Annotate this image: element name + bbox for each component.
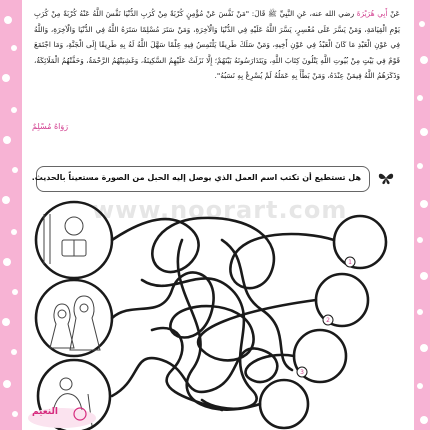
reading-child-icon	[44, 214, 86, 264]
rope-line	[152, 328, 222, 410]
mothers-icon	[50, 296, 100, 350]
narrator-name: أَبِي هُرَيْرَةَ	[356, 9, 388, 18]
instruction-box	[31, 166, 370, 192]
tag-number-3: 3	[300, 369, 304, 376]
hadith-text: عَنْ أَبِي هُرَيْرَةَ رضي الله عنه، عَنِ النَّبِيِّ ﷺ قَالَ: "مَنْ نَفَّسَ عَنْ مُؤْمِنٍ كُرْبَةً مِنْ كُرَبِ الدُّنْيَا نَفَّسَ اللَّهُ عَنْهُ كُرْبَةً مِنْ كُرَبِ يَوْمِ الْقِيَامَةِ، وَمَنْ يَسَّرَ عَلَى مُعْسِرٍ، يَسَّرَ اللَّهُ عَلَيْهِ فِي الدُّنْيَا وَالْآخِرَةِ، وَمَنْ سَتَرَ مُسْلِمًا سَتَرَهُ اللَّهُ فِي الدُّنْيَا وَالْآخِرَةِ، وَاللَّهُ فِي عَوْنِ الْعَبْدِ مَا كَانَ الْعَبْدُ فِي عَوْنِ أَخِيهِ، وَمَنْ سَلَكَ طَرِيقًا يَلْتَمِسُ فِيهِ عِلْمًا سَهَّلَ اللَّهُ لَهُ بِهِ طَرِيقًا إِلَى الْجَنَّةِ، وَمَا اجْتَمَعَ قَوْمٌ فِي بَيْتٍ مِنْ بُيُوتِ اللَّهِ يَتْلُونَ كِتَابَ اللَّهِ، وَيَتَدَارَسُونَهُ بَيْنَهُمْ؛ إِلَّا نَزَلَتْ عَلَيْهِمُ السَّكِينَةُ، وَغَشِيَتْهُمُ الرَّحْمَةُ، وَحَفَّتْهُمُ الْمَلَائِكَةُ، وَذَكَرَهُمُ اللَّهُ فِيمَنْ عِنْدَهُ، وَمَنْ بَطَّأَ بِهِ عَمَلُهُ لَمْ يُسْرِعْ بِهِ نَسَبُهُ".	[34, 9, 400, 81]
rope-line	[112, 273, 316, 361]
watermark: www.noorart.com	[92, 196, 348, 224]
tag-number-2: 2	[326, 317, 330, 324]
answer-circle-1	[334, 216, 386, 268]
tag-number-1: 1	[348, 259, 352, 266]
rope-line	[112, 218, 334, 288]
hadith-body: رضي الله عنه، عَنِ النَّبِيِّ ﷺ قَالَ: "مَنْ نَفَّسَ عَنْ مُؤْمِنٍ كُرْبَةً مِنْ كُرَبِ الدُّنْيَا نَفَّسَ اللَّهُ عَنْهُ كُرْبَةً مِنْ كُرَبِ يَوْمِ الْقِيَامَةِ، وَمَنْ يَسَّرَ عَلَى مُعْسِرٍ، يَسَّرَ اللَّهُ عَلَيْهِ فِي الدُّنْيَا وَالْآخِرَةِ، وَمَنْ سَتَرَ مُسْلِمًا سَتَرَهُ اللَّهُ فِي الدُّنْيَا وَالْآخِرَةِ، وَاللَّهُ فِي عَوْنِ الْعَبْدِ مَا كَانَ الْعَبْدُ فِي عَوْنِ أَخِيهِ، وَمَنْ سَلَكَ طَرِيقًا يَلْتَمِسُ فِيهِ عِلْمًا سَهَّلَ اللَّهُ لَهُ بِهِ طَرِيقًا إِلَى الْجَنَّةِ، وَمَا اجْتَمَعَ قَوْمٌ فِي بَيْتٍ مِنْ بُيُوتِ اللَّهِ يَتْلُونَ كِتَابَ اللَّهِ، وَيَتَدَارَسُونَهُ بَيْنَهُمْ؛ إِلَّا نَزَلَتْ عَلَيْهِمُ السَّكِينَةُ، وَغَشِيَتْهُمُ الرَّحْمَةُ، وَحَفَّتْهُمُ الْمَلَائِكَةُ، وَذَكَرَهُمُ اللَّهُ فِيمَنْ عِنْدَهُ، وَمَنْ بَطَّأَ بِهِ عَمَلُهُ لَمْ يُسْرِعْ بِهِ نَسَبُهُ".	[34, 9, 400, 81]
rope-maze	[22, 200, 414, 430]
instruction-text: هل تستطيع أن تكتب اسم العمل الذي يوصل إليه الحبل من الصورة مستعيناً بالحديث.	[31, 173, 361, 182]
answer-circle-4	[260, 380, 308, 428]
picture-circle-mothers	[36, 280, 112, 356]
butterfly-icon	[378, 170, 394, 186]
hadith-source: رَوَاهُ مُسْلِمٌ	[32, 122, 69, 131]
worksheet-page	[22, 0, 414, 430]
publisher-logo-text: النعيم	[32, 407, 58, 417]
